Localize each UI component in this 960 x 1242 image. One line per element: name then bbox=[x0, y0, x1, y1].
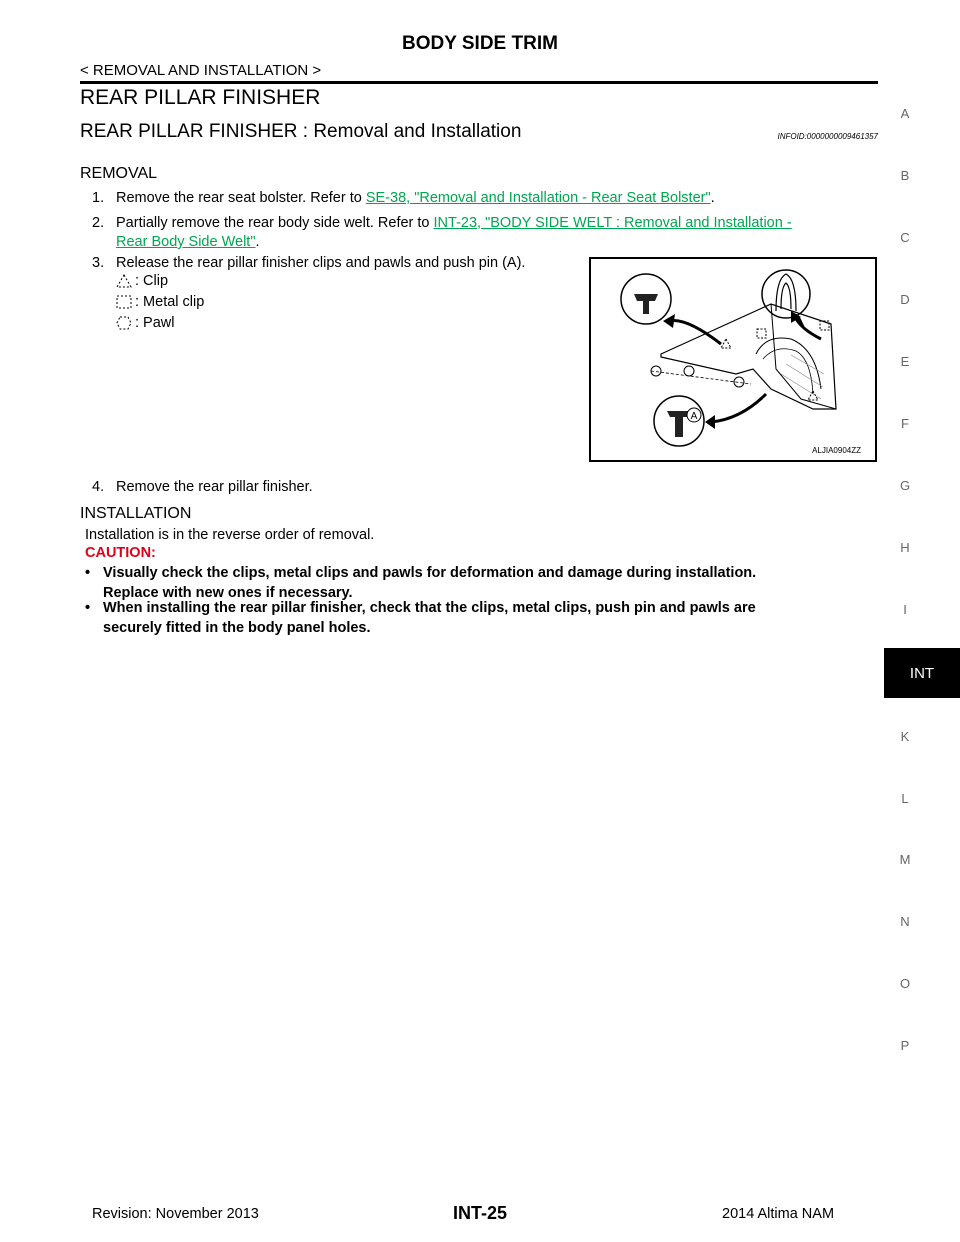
side-index-k[interactable]: K bbox=[900, 729, 910, 744]
removal-heading: REMOVAL bbox=[80, 165, 158, 182]
side-index-f[interactable]: F bbox=[901, 416, 909, 431]
caution-item-1: • Visually check the clips, metal clips and pawls for deformation and damage during installation. bbox=[85, 565, 757, 581]
side-index-p[interactable]: P bbox=[900, 1038, 910, 1053]
side-index-n[interactable]: N bbox=[900, 914, 910, 929]
clip-symbol-icon bbox=[115, 273, 133, 289]
caution-item-1-cont: Replace with new ones if necessary. bbox=[103, 585, 353, 601]
section-subtitle: REAR PILLAR FINISHER : Removal and Installation bbox=[80, 121, 522, 142]
side-index-d[interactable]: D bbox=[900, 292, 910, 307]
vehicle-model: 2014 Altima NAM bbox=[722, 1206, 835, 1222]
installation-heading: INSTALLATION bbox=[80, 505, 192, 522]
page-number: INT-25 bbox=[452, 1203, 508, 1223]
removal-step-3: 3. Release the rear pillar finisher clips and pawls and push pin (A). bbox=[92, 255, 526, 271]
side-index-int-active[interactable]: INT bbox=[884, 648, 960, 698]
side-index-m[interactable]: M bbox=[899, 852, 911, 867]
side-index-h[interactable]: H bbox=[900, 540, 910, 555]
removal-step-1: 1. Remove the rear seat bolster. Refer to SE-38, "Removal and Installation - Rear Seat Bolster". bbox=[92, 190, 715, 206]
section-title: REAR PILLAR FINISHER bbox=[80, 86, 321, 109]
callout-a: A bbox=[690, 411, 698, 422]
legend-metal-clip: : Metal clip bbox=[115, 294, 204, 310]
removal-step-2-cont: Rear Body Side Welt". bbox=[116, 234, 260, 250]
installation-intro: Installation is in the reverse order of removal. bbox=[85, 527, 375, 543]
breadcrumb: < REMOVAL AND INSTALLATION > bbox=[80, 62, 322, 79]
info-id: INFOID:0000000009461357 bbox=[777, 132, 878, 141]
link-se-38[interactable]: SE-38, "Removal and Installation - Rear Seat Bolster" bbox=[365, 190, 711, 206]
revision-date: Revision: November 2013 bbox=[92, 1206, 259, 1222]
side-index-i[interactable]: I bbox=[903, 602, 907, 617]
rear-pillar-finisher-illustration bbox=[589, 257, 877, 462]
side-index-a[interactable]: A bbox=[900, 106, 910, 121]
removal-step-4: 4. Remove the rear pillar finisher. bbox=[92, 479, 313, 495]
removal-step-2: 2. Partially remove the rear body side welt. Refer to INT-23, "BODY SIDE WELT : Removal and Installation - bbox=[92, 215, 792, 231]
side-index-b[interactable]: B bbox=[900, 168, 910, 183]
page-header-title: BODY SIDE TRIM bbox=[402, 33, 558, 54]
side-index-g[interactable]: G bbox=[899, 478, 911, 493]
legend-pawl: : Pawl bbox=[115, 315, 175, 331]
metal-clip-symbol-icon bbox=[115, 294, 133, 310]
side-index-e[interactable]: E bbox=[900, 354, 910, 369]
caution-item-2: • When installing the rear pillar finisher, check that the clips, metal clips, push pin and pawls are bbox=[85, 600, 756, 616]
side-index-o[interactable]: O bbox=[899, 976, 911, 991]
header-divider bbox=[80, 81, 878, 84]
rear-pillar-finisher-diagram bbox=[591, 259, 875, 460]
figure-id: ALJIA0904ZZ bbox=[812, 446, 861, 455]
link-int-23-cont[interactable]: Rear Body Side Welt" bbox=[116, 234, 256, 250]
side-index-l[interactable]: L bbox=[901, 791, 909, 806]
caution-label: CAUTION: bbox=[85, 545, 156, 561]
pawl-symbol-icon bbox=[115, 315, 133, 331]
caution-item-2-cont: securely fitted in the body panel holes. bbox=[103, 620, 371, 636]
legend-clip: : Clip bbox=[115, 273, 168, 289]
link-int-23[interactable]: INT-23, "BODY SIDE WELT : Removal and Installation - bbox=[433, 215, 792, 231]
side-index-c[interactable]: C bbox=[900, 230, 910, 245]
